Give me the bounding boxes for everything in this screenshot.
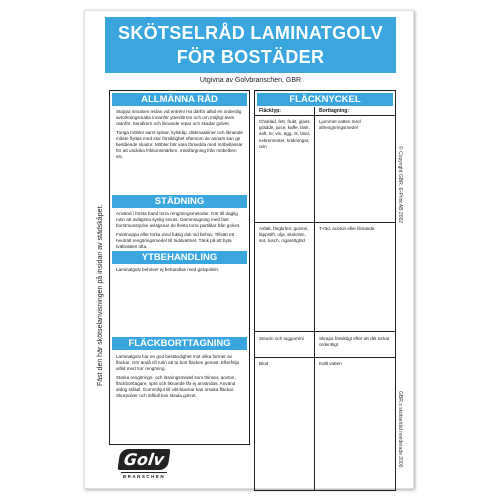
section-body-stadning xyxy=(116,211,244,252)
section-body-ytbehandling xyxy=(116,267,244,275)
title-banner xyxy=(105,17,396,73)
table-row-3-removal: Skrapa försiktigt efter att det torkat ordentligt xyxy=(319,336,390,348)
row-divider xyxy=(255,357,395,358)
logo-subtitle: BRANSCHEN xyxy=(122,474,166,479)
table-row-2-type: Asfalt, färgkritor, gummi, läppstift, olja, skokräm, sot, tusch, cigarettglöd xyxy=(259,226,309,244)
paragraph: Laminatgolv behöver ej behandlas med golvpolish. xyxy=(116,267,220,272)
title-line-2: FÖR BOSTÄDER xyxy=(176,47,325,67)
side-note: Fäst den här skötselanvisningen på insidan av städskåpet. xyxy=(97,204,104,386)
table-row-4-type: Blod xyxy=(259,361,269,366)
table-row-3-type: Stearin och tuggummi xyxy=(259,336,304,341)
golvbranschen-logo xyxy=(119,449,169,479)
paragraph: Fuktmoppa eller torka med fuktig duk vid behov. Tillsätt ett neutralt rengöringsmedel till hiddvattnet. Tänk på att byta tvättvatten ofta. xyxy=(116,231,235,250)
paragraph: Starka rengörings- och lösningsmedel som thinner, aceton, fläckborttagare, sprit och liknande får ej användas. Använd aldrig stålull. Gummihjul till vikt-klackar kan orsaka fläckar. Skurpulver och stålull kan skada golvet. xyxy=(116,374,236,399)
section-header-stadning: STÄDNING xyxy=(112,195,247,208)
revision-note: GBR:s skötselråd reviderade 2000. xyxy=(397,391,403,469)
table-row-1-removal: Ljummet vatten med allrengöringsmedel xyxy=(319,119,361,131)
left-column xyxy=(109,90,250,445)
table-row-1-type: Choklad, fett, frukt, glass, grädde, juice, kaffe, läsk, saft, te, vin, ägg, öl, blod, exkrementer, kräkningar, urin xyxy=(259,119,311,149)
copyright-note: © Copyright GBR, E-Print AB 2002 xyxy=(397,146,403,224)
column-divider xyxy=(314,107,315,490)
section-header-ytbehandling: YTBEHANDLING xyxy=(112,251,247,264)
column-header-removal: Borttagning: xyxy=(319,108,349,114)
table-row-2-removal: T-röd, aceton eller liknande xyxy=(319,226,375,231)
section-body-allmanna xyxy=(116,109,244,163)
paragraph: Tunga möbler samt spisar, kylskåp, diskmaskiner och liknande måste flyttas med stor försiktighet eftersom de annars kan ge bestående skador. Möbler bör vara försedda med möbeltassar för att undvika friktionsmärken, missfärgning från möbelben etc. xyxy=(116,129,243,160)
logo-mark: Golv xyxy=(118,449,171,470)
publisher-line: Utgivna av Golvbranschen, GBR xyxy=(199,77,302,84)
section-body-flackborttagning xyxy=(116,354,244,401)
section-header-allmanna: ALLMÄNNA RÅD xyxy=(112,93,247,106)
column-header-stain-type: Fläcktyp: xyxy=(259,108,281,114)
paragraph: Laminatgolv har en god beständighet mot olika former av fläckar. Gör ändå till rutin att ta bort fläcken genast. Efterfölja alltid med torr rengöring. xyxy=(116,354,240,372)
row-divider xyxy=(255,222,395,223)
paragraph: Använd i första hand torra rengöringsmetoder. Gör till daglig rutin att avlägsna synlig smuts. Dammsugning med fast borstmunstycke avlägsnar de flesta torra partiklar från golvet. xyxy=(116,211,241,229)
care-instruction-sheet xyxy=(84,10,414,489)
stain-key-table xyxy=(254,90,396,491)
row-divider xyxy=(255,115,395,116)
stain-key-title: FLÄCKNYCKEL xyxy=(257,93,393,106)
section-header-flackborttagning: FLÄCKBORTTAGNING xyxy=(112,337,247,350)
table-row-4-removal: Kallt vatten xyxy=(319,361,342,366)
paragraph: Stoppa smutsen redan vid entrén! Ha därför alltid en ordentlig avtorkningsmatta innanför ytterdörren och om möjligt även utanför. Sandkorn och liknande repar och skadar golvet. xyxy=(116,109,242,127)
row-divider xyxy=(255,331,395,332)
title-line-1: SKÖTSELRÅD LAMINATGOLV xyxy=(118,23,383,43)
